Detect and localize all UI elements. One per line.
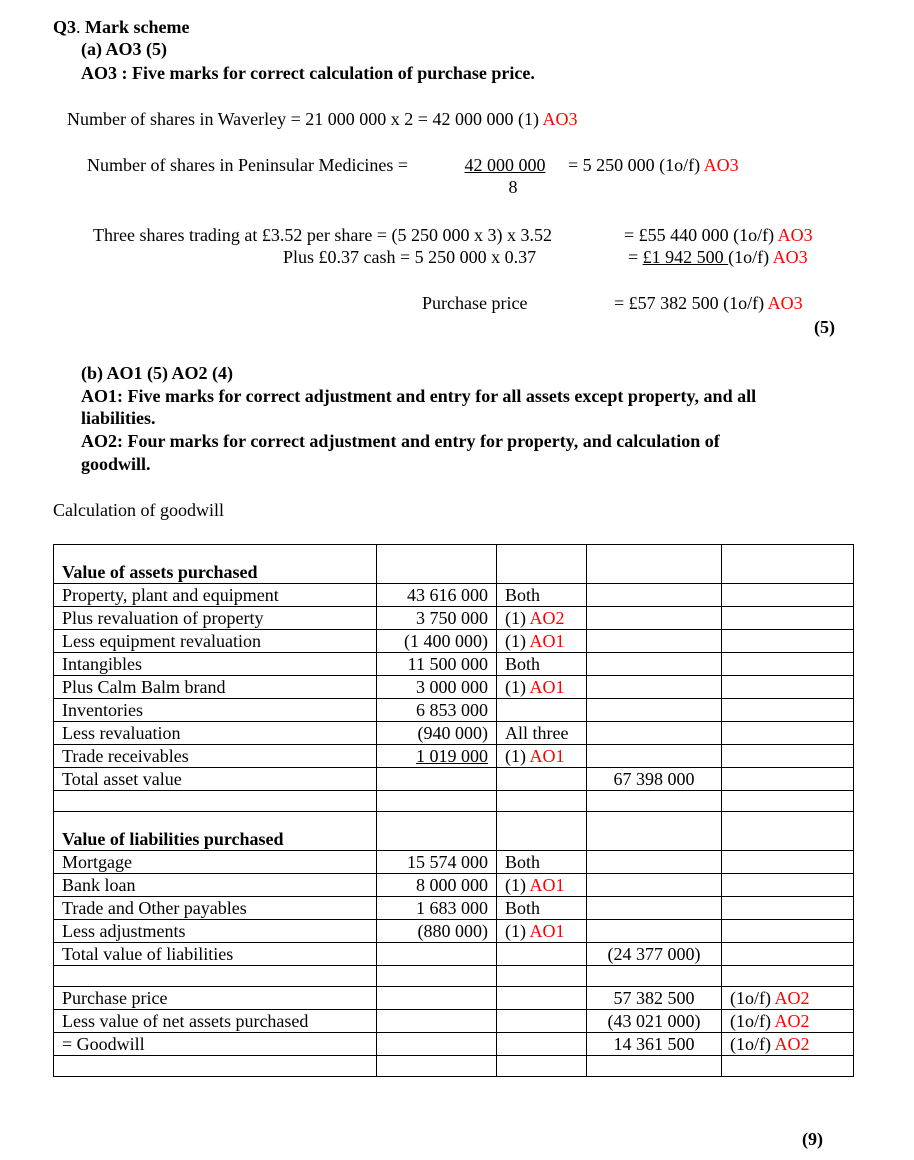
row-amount-text: (940 000) bbox=[417, 723, 488, 743]
row-label bbox=[54, 607, 377, 630]
empty-cell bbox=[587, 745, 722, 768]
empty-cell bbox=[377, 812, 497, 851]
row-mark-text: (1) bbox=[505, 921, 530, 941]
table-row bbox=[54, 607, 854, 630]
goodwill-table bbox=[53, 544, 854, 1077]
row-mark bbox=[497, 722, 587, 745]
row-label-text: = Goodwill bbox=[62, 1034, 145, 1054]
spacer-row bbox=[54, 1056, 854, 1077]
assessment-objective-tag: AO1 bbox=[529, 746, 565, 766]
row-mark-text: (1) bbox=[505, 608, 530, 628]
row-mark-text: Both bbox=[505, 898, 541, 918]
row-mark-text: (1) bbox=[505, 875, 530, 895]
total-liabilities-row bbox=[54, 943, 854, 966]
row-amount bbox=[377, 607, 497, 630]
empty-cell bbox=[587, 584, 722, 607]
row-label bbox=[54, 653, 377, 676]
row-mark-text: (1o/f) bbox=[730, 1034, 775, 1054]
row-mark-text: Both bbox=[505, 852, 541, 872]
table-row bbox=[54, 851, 854, 874]
empty-cell bbox=[722, 920, 854, 943]
empty-cell bbox=[587, 607, 722, 630]
empty-cell bbox=[497, 791, 587, 812]
empty-cell bbox=[722, 851, 854, 874]
row-mark bbox=[497, 607, 587, 630]
row-mark-text: All three bbox=[505, 723, 569, 743]
assessment-objective-tag: AO1 bbox=[529, 631, 565, 651]
fraction-denominator: 8 bbox=[508, 177, 518, 197]
part-a-heading: (a) AO3 (5) bbox=[81, 39, 167, 59]
row-amount bbox=[377, 745, 497, 768]
row-value bbox=[587, 1033, 722, 1056]
empty-cell bbox=[377, 768, 497, 791]
row-label-text: Less revaluation bbox=[62, 723, 181, 743]
peninsular-shares-result: = 5 250 000 (1o/f) AO3 bbox=[568, 155, 739, 175]
row-amount-text: 3 750 000 bbox=[416, 608, 488, 628]
empty-cell bbox=[377, 545, 497, 584]
assessment-objective-tag: AO1 bbox=[529, 677, 565, 697]
empty-cell bbox=[497, 768, 587, 791]
total-assets-value-text: 67 398 000 bbox=[613, 769, 695, 789]
assessment-objective-tag: AO2 bbox=[774, 1011, 810, 1031]
purchase-price-result: = £57 382 500 (1o/f) AO3 bbox=[614, 293, 803, 313]
row-amount-text: (880 000) bbox=[417, 921, 488, 941]
empty-cell bbox=[587, 722, 722, 745]
row-label-text: Trade and Other payables bbox=[62, 898, 247, 918]
empty-cell bbox=[587, 699, 722, 722]
empty-cell bbox=[377, 791, 497, 812]
row-mark-text: Both bbox=[505, 654, 541, 674]
part-b-ao1-cont: liabilities. bbox=[81, 408, 156, 428]
row-label bbox=[54, 630, 377, 653]
row-label-text: Property, plant and equipment bbox=[62, 585, 279, 605]
row-amount bbox=[377, 584, 497, 607]
row-amount bbox=[377, 653, 497, 676]
empty-cell bbox=[587, 653, 722, 676]
total-liabilities-value bbox=[587, 943, 722, 966]
part-a-description: AO3 : Five marks for correct calculation of purchase price. bbox=[81, 63, 535, 83]
row-label bbox=[54, 745, 377, 768]
empty-cell bbox=[587, 966, 722, 987]
cash-line: Plus £0.37 cash = 5 250 000 x 0.37 bbox=[283, 247, 537, 267]
row-mark bbox=[722, 1033, 854, 1056]
row-amount bbox=[377, 897, 497, 920]
row-label bbox=[54, 676, 377, 699]
row-label bbox=[54, 1033, 377, 1056]
empty-cell bbox=[497, 1056, 587, 1077]
row-mark bbox=[497, 653, 587, 676]
row-label-text: Purchase price bbox=[62, 988, 168, 1008]
part-b-ao2: AO2: Four marks for correct adjustment and entry for property, and calculation of bbox=[81, 431, 720, 451]
spacer-row bbox=[54, 966, 854, 987]
empty-cell bbox=[587, 791, 722, 812]
row-label bbox=[54, 722, 377, 745]
row-amount bbox=[377, 630, 497, 653]
share-trading-result: = £55 440 000 (1o/f) AO3 bbox=[624, 225, 813, 245]
total-liabilities-label-text: Total value of liabilities bbox=[62, 944, 234, 964]
fraction-numerator: 42 000 000 bbox=[464, 155, 546, 175]
row-amount-text: 11 500 000 bbox=[407, 654, 488, 674]
goodwill-row bbox=[54, 1033, 854, 1056]
row-mark bbox=[497, 851, 587, 874]
row-mark-text: (1o/f) bbox=[730, 1011, 775, 1031]
row-amount-text: 1 683 000 bbox=[416, 898, 488, 918]
total-liabilities-label bbox=[54, 943, 377, 966]
empty-cell bbox=[497, 943, 587, 966]
row-mark bbox=[497, 745, 587, 768]
row-label bbox=[54, 1010, 377, 1033]
waverley-shares-line: Number of shares in Waverley = 21 000 000 x 2 = 42 000 000 (1) AO3 bbox=[67, 109, 578, 129]
empty-cell bbox=[587, 920, 722, 943]
row-label bbox=[54, 851, 377, 874]
row-mark bbox=[497, 920, 587, 943]
spacer-row bbox=[54, 791, 854, 812]
row-mark-text: (1o/f) bbox=[730, 988, 775, 1008]
row-mark-text: Both bbox=[505, 585, 541, 605]
empty-cell bbox=[722, 812, 854, 851]
empty-cell bbox=[722, 630, 854, 653]
row-amount-text: (1 400 000) bbox=[404, 631, 488, 651]
empty-cell bbox=[497, 966, 587, 987]
assessment-objective-tag: AO2 bbox=[774, 988, 810, 1008]
share-trading-line: Three shares trading at £3.52 per share = (5 250 000 x 3) x 3.52 bbox=[93, 225, 553, 245]
row-value-text: (43 021 000) bbox=[607, 1011, 701, 1031]
empty-cell bbox=[722, 943, 854, 966]
row-mark bbox=[497, 584, 587, 607]
table-row bbox=[54, 699, 854, 722]
row-mark bbox=[497, 676, 587, 699]
row-label bbox=[54, 987, 377, 1010]
empty-cell bbox=[722, 676, 854, 699]
row-label-text: Plus revaluation of property bbox=[62, 608, 264, 628]
goodwill-calc-title: Calculation of goodwill bbox=[53, 500, 224, 520]
table-row bbox=[54, 897, 854, 920]
row-amount-text: 15 574 000 bbox=[407, 852, 488, 872]
table-row bbox=[54, 920, 854, 943]
row-mark-text: (1) bbox=[505, 631, 530, 651]
empty-cell bbox=[497, 545, 587, 584]
empty-cell bbox=[587, 1056, 722, 1077]
empty-cell bbox=[722, 653, 854, 676]
empty-cell bbox=[722, 1056, 854, 1077]
empty-cell bbox=[497, 812, 587, 851]
row-amount bbox=[377, 920, 497, 943]
goodwill-row bbox=[54, 987, 854, 1010]
table-row bbox=[54, 676, 854, 699]
empty-cell bbox=[377, 1033, 497, 1056]
empty-cell bbox=[722, 874, 854, 897]
liabilities-heading bbox=[54, 812, 377, 851]
empty-cell bbox=[722, 745, 854, 768]
row-amount bbox=[377, 699, 497, 722]
row-mark-text: (1) bbox=[505, 746, 530, 766]
empty-cell bbox=[377, 943, 497, 966]
row-label-text: Less value of net assets purchased bbox=[62, 1011, 309, 1031]
empty-cell bbox=[587, 812, 722, 851]
peninsular-shares-label: Number of shares in Peninsular Medicines = bbox=[87, 155, 409, 175]
empty-cell bbox=[722, 791, 854, 812]
table-row bbox=[54, 584, 854, 607]
part-b-heading: (b) AO1 (5) AO2 (4) bbox=[81, 363, 233, 383]
cash-result: = £1 942 500 (1o/f) AO3 bbox=[628, 247, 808, 267]
assessment-objective-tag: AO1 bbox=[529, 921, 565, 941]
row-value-text: 14 361 500 bbox=[613, 1034, 695, 1054]
total-assets-label bbox=[54, 768, 377, 791]
purchase-price-label: Purchase price bbox=[422, 293, 528, 313]
row-mark bbox=[497, 874, 587, 897]
empty-cell bbox=[497, 1033, 587, 1056]
row-label bbox=[54, 584, 377, 607]
empty-cell bbox=[497, 987, 587, 1010]
row-label-text: Less equipment revaluation bbox=[62, 631, 261, 651]
row-label-text: Mortgage bbox=[62, 852, 132, 872]
empty-cell bbox=[377, 1010, 497, 1033]
assets-heading-text: Value of assets purchased bbox=[62, 562, 258, 582]
empty-cell bbox=[377, 987, 497, 1010]
row-amount bbox=[377, 851, 497, 874]
row-value bbox=[587, 987, 722, 1010]
row-label bbox=[54, 874, 377, 897]
empty-cell bbox=[587, 630, 722, 653]
assessment-objective-tag: AO2 bbox=[529, 608, 565, 628]
row-amount bbox=[377, 676, 497, 699]
row-amount bbox=[377, 722, 497, 745]
empty-cell bbox=[587, 851, 722, 874]
table-row bbox=[54, 874, 854, 897]
empty-cell bbox=[722, 768, 854, 791]
assessment-objective-tag: AO2 bbox=[774, 1034, 810, 1054]
table-row bbox=[54, 653, 854, 676]
row-mark bbox=[497, 897, 587, 920]
row-label-text: Inventories bbox=[62, 700, 143, 720]
empty-cell bbox=[722, 584, 854, 607]
row-amount-text: 6 853 000 bbox=[416, 700, 488, 720]
row-amount-text: 3 000 000 bbox=[416, 677, 488, 697]
empty-cell bbox=[722, 966, 854, 987]
empty-cell bbox=[54, 966, 377, 987]
empty-cell bbox=[54, 791, 377, 812]
assets-heading bbox=[54, 545, 377, 584]
row-label-text: Plus Calm Balm brand bbox=[62, 677, 226, 697]
row-label-text: Bank loan bbox=[62, 875, 136, 895]
empty-cell bbox=[722, 722, 854, 745]
part-a-marks: (5) bbox=[814, 317, 835, 337]
row-mark bbox=[722, 1010, 854, 1033]
row-value bbox=[587, 1010, 722, 1033]
empty-cell bbox=[587, 676, 722, 699]
liabilities-heading-text: Value of liabilities purchased bbox=[62, 829, 284, 849]
empty-cell bbox=[587, 545, 722, 584]
part-b-ao2-cont: goodwill. bbox=[81, 454, 151, 474]
row-label bbox=[54, 920, 377, 943]
empty-cell bbox=[54, 1056, 377, 1077]
total-assets-label-text: Total asset value bbox=[62, 769, 182, 789]
row-amount-text: 43 616 000 bbox=[407, 585, 488, 605]
empty-cell bbox=[722, 607, 854, 630]
empty-cell bbox=[587, 897, 722, 920]
row-value-text: 57 382 500 bbox=[613, 988, 695, 1008]
row-mark bbox=[497, 699, 587, 722]
total-liabilities-value-text: (24 377 000) bbox=[607, 944, 701, 964]
total-assets-row bbox=[54, 768, 854, 791]
empty-cell bbox=[722, 699, 854, 722]
liabilities-heading-row bbox=[54, 812, 854, 851]
goodwill-row bbox=[54, 1010, 854, 1033]
empty-cell bbox=[377, 1056, 497, 1077]
row-label-text: Intangibles bbox=[62, 654, 142, 674]
total-assets-value bbox=[587, 768, 722, 791]
assets-heading-row bbox=[54, 545, 854, 584]
empty-cell bbox=[497, 1010, 587, 1033]
row-amount-text: 1 019 000 bbox=[416, 746, 488, 766]
table-row bbox=[54, 630, 854, 653]
row-mark bbox=[497, 630, 587, 653]
empty-cell bbox=[722, 897, 854, 920]
row-label bbox=[54, 897, 377, 920]
assessment-objective-tag: AO1 bbox=[529, 875, 565, 895]
table-row bbox=[54, 722, 854, 745]
empty-cell bbox=[722, 545, 854, 584]
part-b-ao1: AO1: Five marks for correct adjustment and entry for all assets except property, and all bbox=[81, 386, 757, 406]
row-label bbox=[54, 699, 377, 722]
row-label-text: Trade receivables bbox=[62, 746, 189, 766]
total-marks: (9) bbox=[802, 1129, 823, 1149]
row-amount bbox=[377, 874, 497, 897]
table-row bbox=[54, 745, 854, 768]
row-mark-text: (1) bbox=[505, 677, 530, 697]
row-label-text: Less adjustments bbox=[62, 921, 186, 941]
empty-cell bbox=[377, 966, 497, 987]
empty-cell bbox=[587, 874, 722, 897]
row-amount-text: 8 000 000 bbox=[416, 875, 488, 895]
row-mark bbox=[722, 987, 854, 1010]
question-title: Q3. Mark scheme bbox=[53, 17, 190, 37]
